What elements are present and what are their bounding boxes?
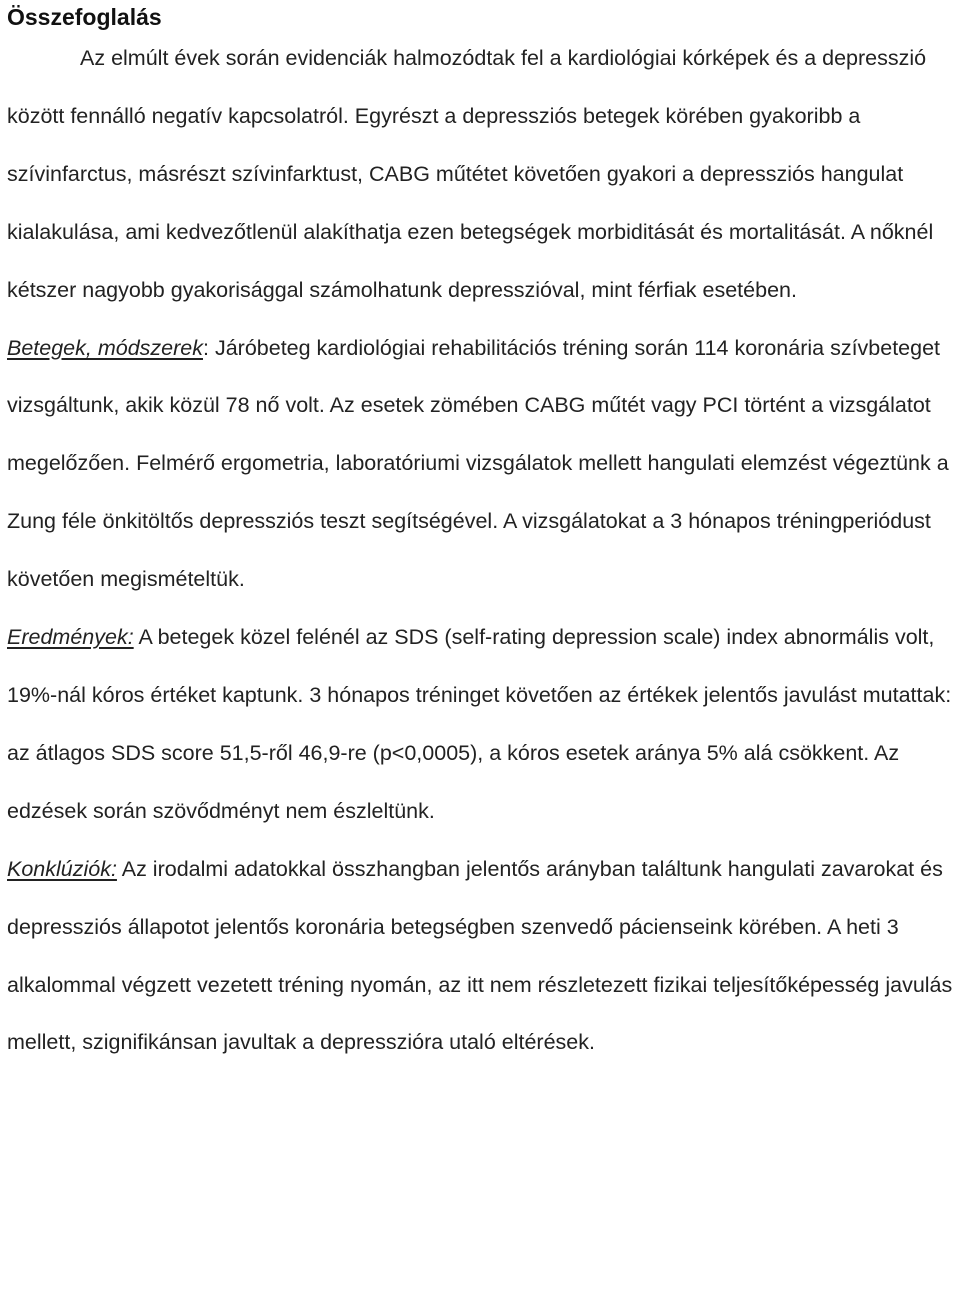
methods-text: Járóbeteg kardiológiai rehabilitációs tréning során 114 koronária szívbeteget vizsgáltunk, akik közül 78 nő volt. Az esetek zömében CABG műtét vagy PCI történt a vizsgálatot megelőzően. Felmérő ergometria, laboratóriumi vizsgálatok mellett hangulati elemzést végeztünk a Zung féle önkitöltős depressziós teszt segítségével. A vizsgálatokat a 3 hónapos tréningperiódust követően megismételtük. [7,335,949,592]
document-page [7,0,957,1072]
conclusion-label: Konklúziók: [7,856,117,881]
conclusion-paragraph [7,841,957,1073]
results-label: Eredmények: [7,625,134,650]
results-paragraph [7,609,957,841]
methods-label-separator: : [203,335,209,360]
intro-paragraph [7,30,957,320]
methods-label: Betegek, módszerek [7,335,203,360]
intro-text: Az elmúlt évek során evidenciák halmozódtak fel a kardiológiai kórképek és a depresszió között fennálló negatív kapcsolatról. Egyrészt a depressziós betegek körében gyakoribb a szívinfarctus, másrészt szívinfarktust, CABG műtétet követően gyakori a depressziós hangulat kialakulása, ami kedvezőtlenül alakíthatja ezen betegségek morbiditását és mortalitását. A nőknél kétszer nagyobb gyakorisággal számolhatunk depresszióval, mint férfiak esetében. [7,46,934,302]
conclusion-text: Az irodalmi adatokkal összhangban jelentős arányban találtunk hangulati zavarokat és depressziós állapotot jelentős koronária betegségben szenvedő pácienseink körében. A heti 3 alkalommal végzett vezetett tréning nyomán, az itt nem részletezett fizikai teljesítőképesség javulás mellett, szignifikánsan javultak a depresszióra utaló eltérések. [7,856,953,1055]
methods-paragraph [7,320,957,610]
results-text: A betegek közel felénél az SDS (self-rating depression scale) index abnormális volt, 19%-nál kóros értéket kaptunk. 3 hónapos tréninget követően az értékek jelentős javulást mutattak: az átlagos SDS score 51,5-ről 46,9-re (p<0,0005), a kóros esetek aránya 5% alá csökkent. Az edzések során szövődményt nem észleltünk. [7,625,952,823]
section-heading: Összefoglalás [7,4,162,30]
